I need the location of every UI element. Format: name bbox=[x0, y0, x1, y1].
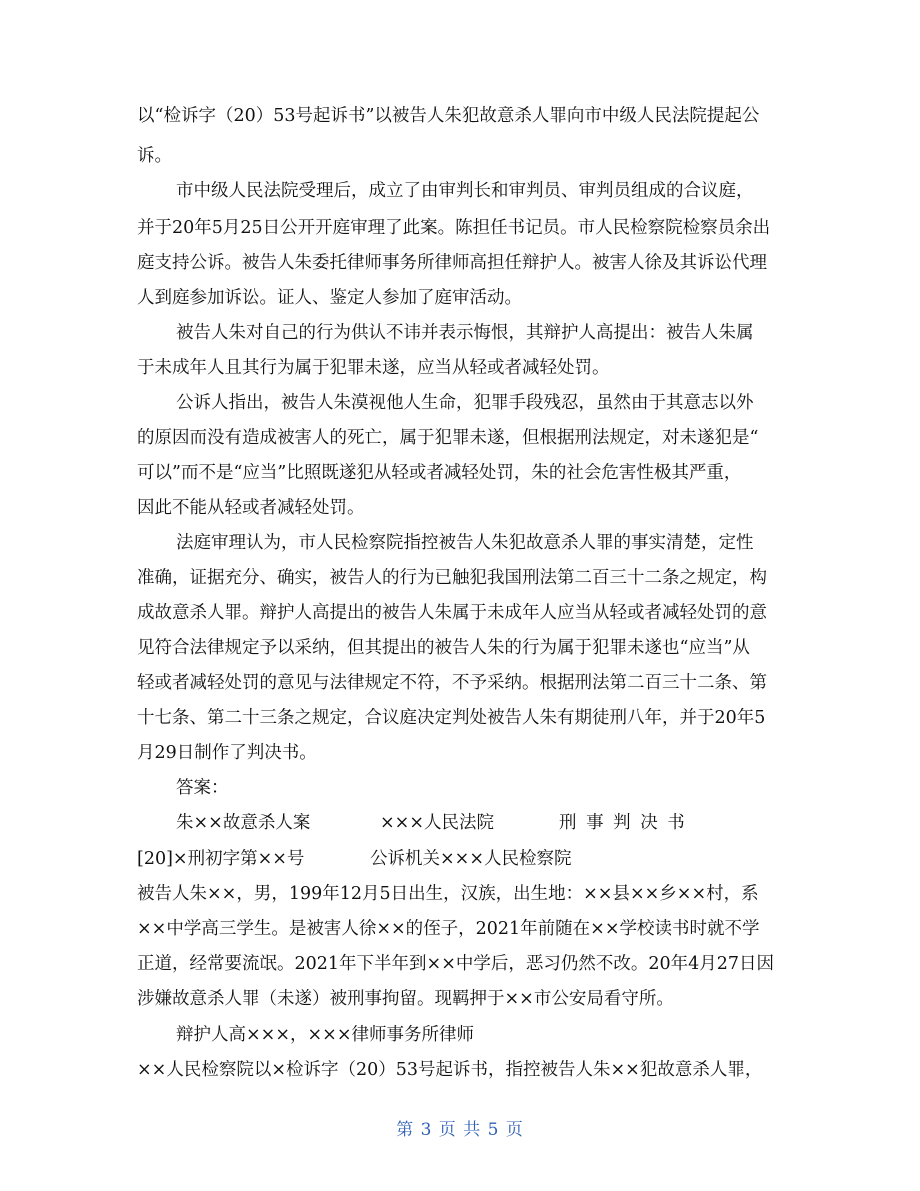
text-line: 公诉人指出，被告人朱漠视他人生命，犯罪手段残忍，虽然由于其意志以外 bbox=[176, 393, 754, 413]
case-number-line bbox=[0, 849, 920, 871]
text-line: 诉。 bbox=[137, 146, 172, 166]
page-footer bbox=[0, 1115, 920, 1140]
text-line: 庭支持公诉。被告人朱委托律师事务所律师高担任辩护人。被害人徐及其诉讼代理 bbox=[137, 253, 767, 273]
defendant-line: 涉嫌故意杀人罪（未遂）被刑事拘留。现羁押于××市公安局看守所。 bbox=[137, 989, 674, 1009]
text-line: 因此不能从轻或者减轻处罚。 bbox=[137, 498, 365, 518]
case-name: 朱××故意杀人案 bbox=[176, 813, 311, 833]
text-line: 成故意杀人罪。辩护人高提出的被告人朱属于未成年人应当从轻或者减轻处罚的意 bbox=[137, 603, 767, 623]
prosecutor: 公诉机关×××人民检察院 bbox=[370, 849, 572, 869]
text-line: 并于20年5月25日公开开庭审理了此案。陈担任书记员。市人民检察院检察员余出 bbox=[137, 218, 771, 238]
defendant-line: 被告人朱××，男，199年12月5日出生，汉族，出生地：××县××乡××村，系 bbox=[137, 884, 759, 904]
text-line: 十七条、第二十三条之规定，合议庭决定判处被告人朱有期徒刑八年，并于20年5 bbox=[137, 708, 766, 728]
page-suffix: 页 bbox=[505, 1120, 524, 1140]
case-number: [20]×刑初字第××号 bbox=[137, 849, 305, 869]
text-line: 见符合法律规定予以采纳，但其提出的被告人朱的行为属于犯罪未遂也“应当”从 bbox=[137, 638, 750, 658]
court-name: ×××人民法院 bbox=[380, 813, 494, 833]
text-line: 准确，证据充分、确实，被告人的行为已触犯我国刑法第二百三十二条之规定，构 bbox=[137, 568, 767, 588]
text-line: 被告人朱对自己的行为供认不讳并表示悔恨，其辩护人高提出：被告人朱属 bbox=[176, 323, 754, 343]
defendant-line: ××中学高三学生。是被害人徐××的侄子，2021年前随在××学校读书时就不学 bbox=[137, 919, 760, 939]
text-line: 月29日制作了判决书。 bbox=[137, 743, 317, 763]
text-line: 轻或者减轻处罚的意见与法律规定不符，不予采纳。根据刑法第二百三十二条、第 bbox=[137, 673, 767, 693]
page-mid: 页 共 bbox=[438, 1120, 482, 1140]
answer-label: 答案： bbox=[176, 778, 229, 798]
page-total: 5 bbox=[487, 1120, 500, 1140]
text-line: 于未成年人且其行为属于犯罪未遂，应当从轻或者减轻处罚。 bbox=[137, 358, 610, 378]
document-type: 刑 事 判 决 书 bbox=[559, 813, 687, 833]
defender-line: 辩护人高×××，×××律师事务所律师 bbox=[176, 1025, 474, 1045]
page-prefix: 第 bbox=[396, 1120, 415, 1140]
defendant-line: 正道，经常要流氓。2021年下半年到××中学后，恶习仍然不改。20年4月27日因 bbox=[137, 954, 775, 974]
text-line: 的原因而没有造成被害人的死亡，属于犯罪未遂，但根据刑法规定，对未遂犯是“ bbox=[137, 428, 759, 448]
text-line: ××人民检察院以×检诉字（20）53号起诉书，指控被告人朱××犯故意杀人罪， bbox=[137, 1060, 763, 1080]
text-line: 以“检诉字（20）53号起诉书”以被告人朱犯故意杀人罪向市中级人民法院提起公 bbox=[137, 106, 760, 126]
text-line: 法庭审理认为，市人民检察院指控被告人朱犯故意杀人罪的事实清楚，定性 bbox=[176, 533, 754, 553]
text-line: 可以”而不是“应当”比照既遂犯从轻或者减轻处罚，朱的社会危害性极其严重， bbox=[137, 463, 742, 483]
text-line: 市中级人民法院受理后，成立了由审判长和审判员、审判员组成的合议庭， bbox=[176, 181, 754, 201]
text-line: 人到庭参加诉讼。证人、鉴定人参加了庭审活动。 bbox=[137, 288, 522, 308]
answer-header bbox=[0, 813, 920, 835]
page-current: 3 bbox=[420, 1120, 433, 1140]
